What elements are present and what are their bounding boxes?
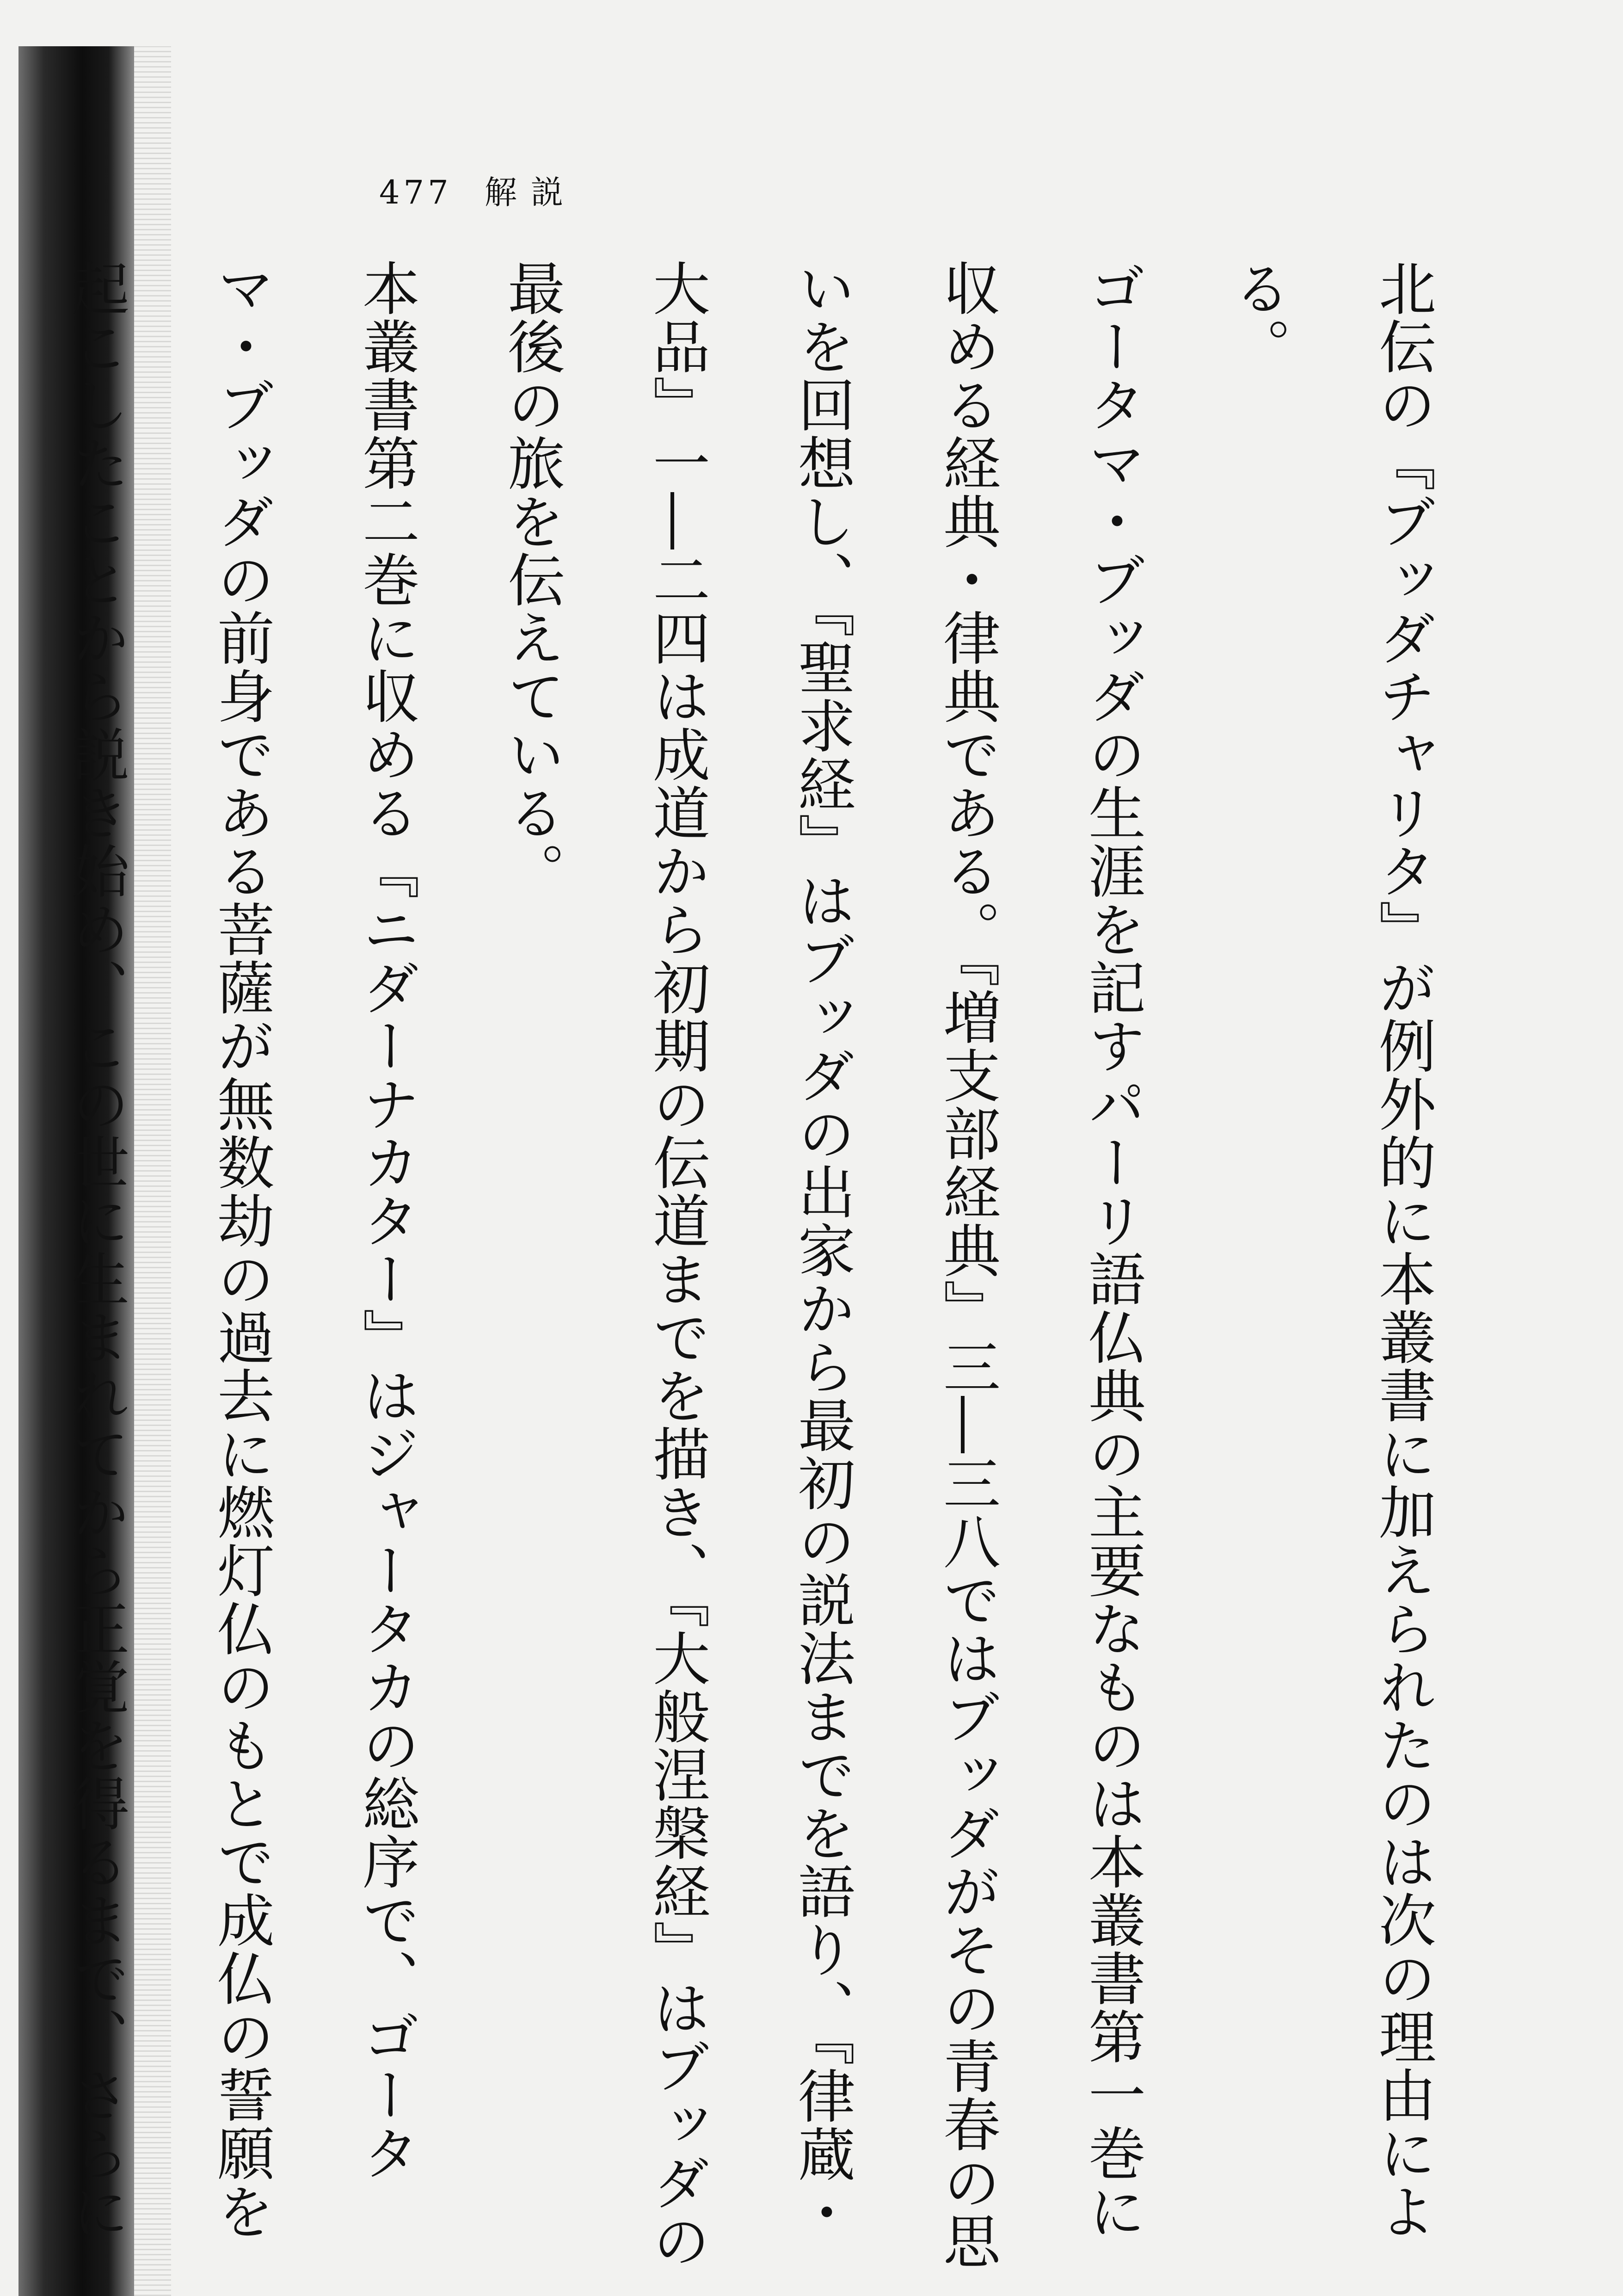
paragraph: 本叢書第二巻に収める『ニダーナカター』はジャータカの総序で、ゴータマ・ブッダの前身である菩薩が無数劫の過去に燃灯仏のもとで成仏の誓願を起こしたことから説き始め、この世に生まれてから正覚を得るまで、さらに	[62, 259, 419, 2240]
paragraph: ゴータマ・ブッダの生涯を記すパーリ語仏典の主要なものは本叢書第一巻に収める経典・律典である。『増支部経典』三―三八ではブッダがその青春の思いを回想し、『聖求経』はブッダの出家から最初の説法までを語り、『律蔵・大品』一―二四は成道から初期の伝道までを描き、『大般涅槃経』はブッダの最後の旅を伝えている。	[498, 259, 1145, 2270]
vertical-body-text	[42, 259, 1475, 2294]
paragraph: 北伝の『ブッダチャリタ』が例外的に本叢書に加えられたのは次の理由による。	[1224, 259, 1436, 2240]
page-number: 477	[379, 173, 452, 211]
running-header	[379, 167, 577, 213]
section-title: 解説	[484, 173, 577, 211]
